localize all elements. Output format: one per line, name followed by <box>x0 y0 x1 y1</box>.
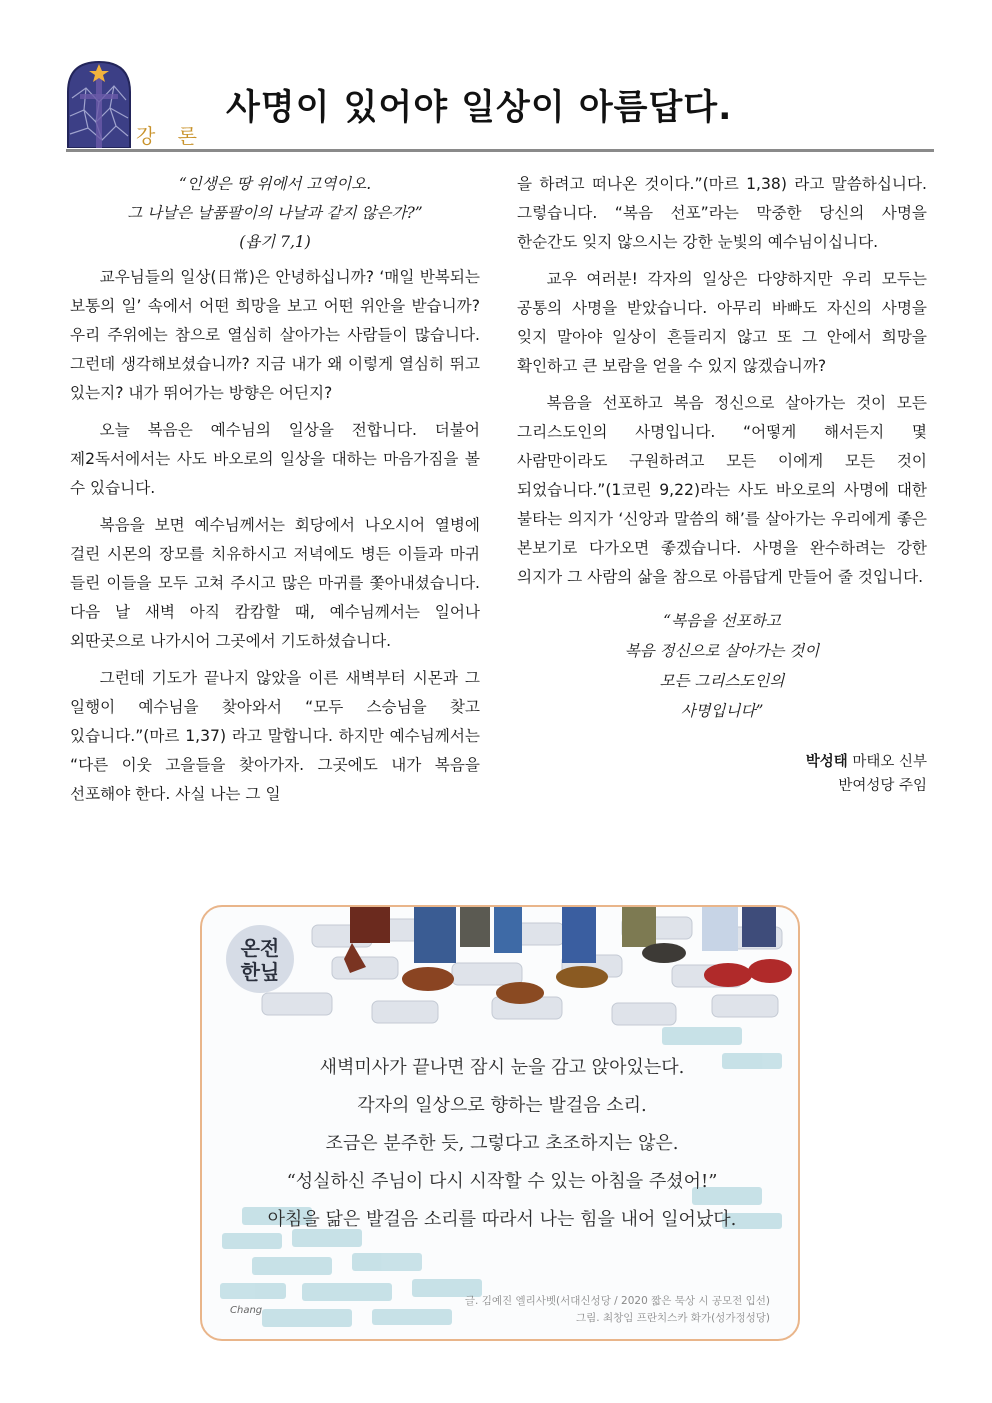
highlight-quote <box>517 606 927 726</box>
body-paragraph: 복음을 선포하고 복음 정신으로 살아가는 것이 모든 그리스도인의 사명입니다. “어떻게 해서든지 몇 사람만이라도 구원하려고 모든 이에게 모든 것이 되었습니다.”(1코린 9,22)라는 사도 바오로의 사명에 대한 불타는 의지가 ‘신앙과 말씀의 해’를 살아가는 우리에게 좋은 본보기로 다가오면 좋겠습니다. 사명을 완수하려는 강한 의지가 그 사람의 삶을 참으로 아름답게 만들어 줄 것입니다. <box>517 394 927 586</box>
quote-reference: (욥기 7,1) <box>239 233 311 251</box>
left-column <box>70 170 480 817</box>
header-divider <box>66 149 934 152</box>
poem-line: 새벽미사가 끝나면 잠시 눈을 감고 앉아있는다. <box>319 1057 685 1078</box>
page-title: 사명이 있어야 일상이 아름답다. <box>226 88 733 128</box>
poem-line: 조금은 분주한 듯, 그렇다고 초조하지는 않은. <box>325 1133 679 1154</box>
author-signature <box>517 750 927 798</box>
body-paragraph: 오늘 복음은 예수님의 일상을 전합니다. 더불어 제2독서에서는 사도 바오로의 일상을 대하는 마음가짐을 볼 수 있습니다. <box>70 421 480 497</box>
credit-line: 글. 김예진 엘리사벳(서대신성당 / 2020 짧은 묵상 시 공모전 입선) <box>464 1295 770 1307</box>
svg-text:한닢: 한닢 <box>240 960 280 984</box>
artist-signature: Chang <box>230 1305 263 1316</box>
quote-line: 모든 그리스도인의 <box>659 672 785 690</box>
author-name: 박성태 <box>805 754 848 770</box>
stained-glass-cross-icon <box>66 58 132 148</box>
body-paragraph: 그런데 기도가 끝나지 않았을 이른 새벽부터 시몬과 그 일행이 예수님을 찾아와서 “모두 스승님을 찾고 있습니다.”(마르 1,37) 라고 말합니다. 하지만 예수님께서는 “다른 이웃 고을들을 찾아가자. 그곳에도 내가 복음을 선포해야 한다. 사실 나는 그 일 <box>70 669 480 803</box>
poem-line: “성실하신 주님이 다시 시작할 수 있는 아침을 주셨어!” <box>286 1171 718 1192</box>
illustrated-poem-card <box>200 905 800 1341</box>
credit-line: 그림. 최창임 프란치스카 화가(성가정성당) <box>576 1312 770 1324</box>
poem-line: 각자의 일상으로 향하는 발걸음 소리. <box>357 1095 647 1116</box>
body-paragraph: 교우님들의 일상(日常)은 안녕하십니까? ‘매일 반복되는 보통의 일’ 속에서 어떤 희망을 보고 어떤 위안을 받습니까? 우리 주위에는 참으로 열심히 살아가는 사람들이 많습니다. 그런데 생각해보셨습니까? 지금 내가 왜 이렇게 열심히 뛰고 있는지? 내가 뛰어가는 방향은 어딘지? <box>70 268 480 402</box>
brand-logo-icon <box>220 923 302 995</box>
card-credits <box>465 1293 770 1327</box>
body-paragraph-continued: 을 하려고 떠나온 것이다.”(마르 1,38) 라고 말씀하십니다. 그렇습니다. “복음 선포”라는 막중한 당신의 사명을 한순간도 잊지 않으시는 강한 눈빛의 예수님이십니다. <box>517 175 927 251</box>
quote-line: 복음 정신으로 살아가는 것이 <box>624 642 820 660</box>
quote-line: 그 나날은 날품팔이의 나날과 같지 않은가?” <box>127 204 423 222</box>
svg-text:온전: 온전 <box>240 936 280 960</box>
body-paragraph: 교우 여러분! 각자의 일상은 다양하지만 우리 모두는 공통의 사명을 받았습니다. 아무리 바빠도 자신의 사명을 잊지 말아야 일상이 흔들리지 않고 또 그 안에서 희망을 확인하고 큰 보람을 얻을 수 있지 않겠습니까? <box>517 270 927 375</box>
right-column <box>517 170 927 798</box>
body-paragraph: 복음을 보면 예수님께서는 회당에서 나오시어 열병에 걸린 시몬의 장모를 치유하시고 저녁에도 병든 이들과 마귀 들린 이들을 모두 고쳐 주시고 많은 마귀를 쫓아내셨습니다. 다음 날 새벽 아직 캄캄할 때, 예수님께서는 일어나 외딴곳으로 나가시어 그곳에서 기도하셨습니다. <box>70 516 480 650</box>
section-label: 강 론 <box>136 124 205 148</box>
quote-line: “복음을 선포하고 <box>663 612 781 630</box>
quote-line: “인생은 땅 위에서 고역이오. <box>178 175 372 193</box>
quote-line: 사명입니다” <box>680 702 764 720</box>
author-parish: 반여성당 주임 <box>838 778 927 794</box>
poem-text <box>202 1049 800 1239</box>
article-header <box>66 58 934 153</box>
author-role: 마태오 신부 <box>852 754 927 770</box>
scripture-quote <box>70 170 480 257</box>
poem-line: 아침을 닮은 발걸음 소리를 따라서 나는 힘을 내어 일어났다. <box>267 1209 737 1230</box>
